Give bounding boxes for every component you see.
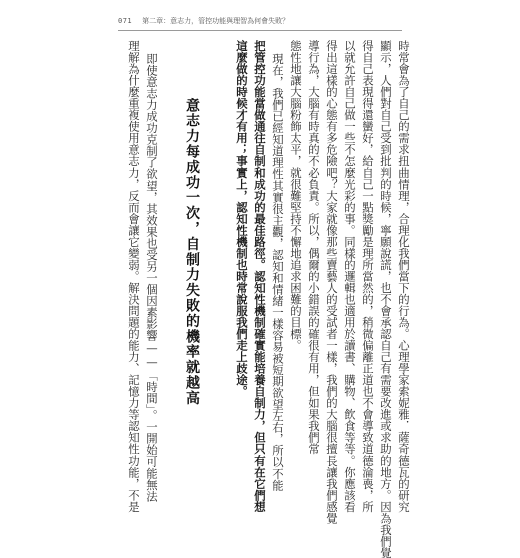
text-column: 時常會為了自己的需求扭曲情理，合理化我們當下的行為。心理學家索妮雅．薩奇德瓦的研究 (397, 40, 411, 513)
body-text (122, 40, 411, 558)
page-number: 071 (118, 17, 133, 25)
text-column: 顯示，人們對自己受到批判的時候，寧願說謊，也不會承認自己有需要改進或求助的地方。因為我們覺 (379, 40, 393, 558)
text-column: 導行為，大腦有時真的不必負責。所以，偶爾的小錯誤的確很有用，但如果我們常 (307, 40, 321, 455)
section-heading: 意志力每成功一次，自制力失敗的機率就越高 (184, 98, 200, 406)
text-column: 以就允許自己做一些不怎麼光彩的事。同樣的邏輯也適用於讀書、購物、飲食等等。你應該看 (343, 40, 357, 513)
header-rule (118, 30, 402, 31)
page-header (118, 14, 289, 28)
text-column: 即使意志力成功克制了欲望，其效果也受另一個因素影響——「時間」。一開始可能無法 (145, 53, 159, 502)
running-title: 第二章：意志力，管控功能與理智為何會失敗？ (142, 17, 290, 25)
text-column: 現在，我們已經知道理性其實很主觀，認知和情緒一樣容易被短期欲望左右，所以不能 (271, 53, 285, 491)
text-column-bold: 這麼做的時候才有用；事實上，認知性機制也時常說服我們走上歧途。 (235, 40, 249, 398)
text-column: 得出這樣的心態有多危險吧？大家就像那些賣藝人的受試者一樣，我們的大腦很擅長讓我們感覺 (325, 40, 339, 524)
text-column-bold: 把管控功能當做通往自制和成功的最佳路徑。認知性機制確實能培養自制力，但只有在它們想 (253, 40, 267, 513)
text-column: 得自己表現得還蠻好，給自己一點獎勵是理所當然的，稍微偏離正道也不會導致道德淪喪，所 (361, 40, 375, 513)
text-column: 理解為什麼重複使用意志力，反而會讓它變弱。解決問題的能力、記憶力等認知性功能，不是 (127, 40, 141, 513)
text-column: 態性地讓大腦粉飾太平，就很難堅持不懈地追求困難的目標。 (289, 40, 303, 352)
